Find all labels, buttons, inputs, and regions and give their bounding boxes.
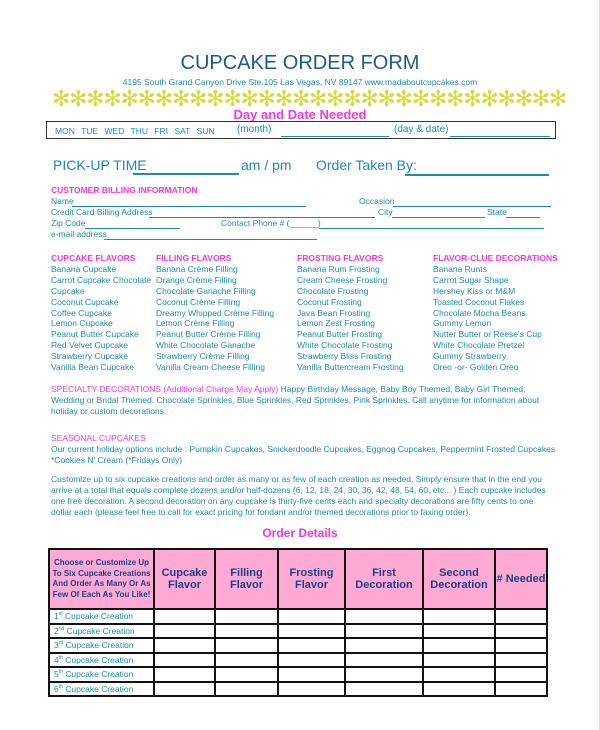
table-row bbox=[49, 667, 547, 682]
row-number: 5 bbox=[54, 669, 59, 680]
day-mon[interactable]: MON bbox=[55, 126, 75, 136]
row-label bbox=[49, 682, 154, 697]
second-decoration-cell[interactable] bbox=[423, 609, 495, 624]
row-ordinal: nd bbox=[58, 625, 65, 632]
form-title: CUPCAKE ORDER FORM bbox=[180, 52, 420, 74]
first-decoration-cell[interactable] bbox=[345, 638, 423, 653]
seasonal-note: *Cookies N' Cream (*Fridays Only) bbox=[51, 455, 183, 465]
phone-field[interactable] bbox=[319, 218, 544, 229]
list-item: Nutter Butter or Reese's Cup bbox=[433, 329, 542, 340]
list-item: White Chocolate Frosting bbox=[297, 340, 393, 351]
second-decoration-cell[interactable] bbox=[423, 667, 495, 682]
day-tue[interactable]: TUE bbox=[81, 126, 99, 136]
list-item: Coconut Frosting bbox=[297, 296, 362, 307]
number-needed-cell[interactable] bbox=[495, 682, 547, 697]
day-date-label: (day & date) bbox=[394, 124, 449, 135]
list-item: Lemon Crème Filling bbox=[156, 318, 235, 329]
seasonal-text: Our current holiday options include : Pumpkin Cupcakes, Snickerdoodle Cupcakes, Eggnog Cupcakes, Peppermint Frosted Cupcakes bbox=[51, 444, 556, 454]
frosting-cell[interactable] bbox=[278, 624, 345, 639]
list-item: Peanut Butter Cupcake bbox=[51, 329, 139, 340]
zip-label: Zip Code bbox=[51, 218, 86, 228]
phone-label: Contact Phone # (______) bbox=[221, 218, 321, 228]
filling-cell[interactable] bbox=[215, 624, 278, 639]
decorations-list bbox=[433, 253, 558, 373]
list-item: Gummy Lemon bbox=[433, 318, 492, 329]
filling-cell[interactable] bbox=[215, 682, 278, 697]
row-label bbox=[49, 609, 154, 624]
name-field[interactable] bbox=[72, 196, 306, 207]
col-header-filling: Filling Flavor bbox=[215, 549, 278, 609]
specialty-text: Happy Birthday Message, Baby Boy Themed, Baby Girl Themed, Wedding or Bridal Themed, Chocolate Sprinkles, Blue Sprinkles, Red Sprinkles, Pink Sprinkles. Call anytime for information about holiday or custom decorations. bbox=[51, 384, 540, 416]
name-label: Name bbox=[51, 196, 74, 206]
city-label: City bbox=[378, 207, 393, 217]
date-box bbox=[46, 121, 556, 139]
col-header-frosting: Frosting Flavor bbox=[278, 549, 345, 609]
day-date-field[interactable] bbox=[450, 124, 550, 137]
cupcake-flavor-cell[interactable] bbox=[154, 667, 215, 682]
state-label: State bbox=[487, 207, 507, 217]
date-heading: Day and Date Needed bbox=[233, 107, 367, 122]
row-label bbox=[49, 667, 154, 682]
day-sun[interactable]: SUN bbox=[196, 126, 215, 136]
table-row bbox=[49, 638, 547, 653]
list-item: Hershey Kiss or M&M bbox=[433, 285, 516, 296]
list-item: Lemon Cupcake bbox=[51, 318, 113, 329]
table-row bbox=[49, 653, 547, 668]
number-needed-cell[interactable] bbox=[495, 638, 547, 653]
row-ordinal: st bbox=[58, 611, 63, 618]
list-item: Peanut Butter Frosting bbox=[297, 329, 383, 340]
second-decoration-cell[interactable] bbox=[423, 638, 495, 653]
zip-field[interactable] bbox=[85, 218, 180, 229]
address: 4195 South Grand Canyon Drive Ste.105 Las Vegas, NV 89147 www.madaboutcupcakes.com bbox=[122, 77, 478, 87]
first-decoration-cell[interactable] bbox=[345, 682, 423, 697]
frosting-cell[interactable] bbox=[278, 609, 345, 624]
list-item: Vanilla Cream Cheese Filling bbox=[156, 362, 265, 373]
list-item: Vanilla Bean Cupcake bbox=[51, 362, 135, 373]
table-row bbox=[49, 609, 547, 624]
row-label bbox=[49, 624, 154, 639]
col-header-number-needed: # Needed bbox=[495, 549, 547, 609]
list-item: Strawberry Bliss Frosting bbox=[297, 351, 392, 362]
list-heading: FROSTING FLAVORS bbox=[297, 253, 384, 263]
list-item: Lemon Zest Frosting bbox=[297, 318, 375, 329]
cupcake-flavor-cell[interactable] bbox=[154, 609, 215, 624]
list-item: Coffee Cupcake bbox=[51, 307, 112, 318]
filling-flavors-list bbox=[156, 253, 274, 373]
list-item: Java Bean Frosting bbox=[297, 307, 371, 318]
cupcake-flavor-cell[interactable] bbox=[154, 653, 215, 668]
row-label-text: Cupcake Creation bbox=[65, 683, 134, 694]
first-decoration-cell[interactable] bbox=[345, 609, 423, 624]
ampm-label: am / pm bbox=[241, 157, 292, 173]
cupcake-flavor-cell[interactable] bbox=[154, 624, 215, 639]
row-label bbox=[49, 638, 154, 653]
second-decoration-cell[interactable] bbox=[423, 682, 495, 697]
number-needed-cell[interactable] bbox=[495, 609, 547, 624]
day-wed[interactable]: WED bbox=[104, 126, 125, 136]
row-number: 6 bbox=[54, 683, 59, 694]
row-label bbox=[49, 653, 154, 668]
list-item: Vanilla Buttercream Frosting bbox=[297, 362, 404, 373]
cc-address-field[interactable] bbox=[149, 207, 375, 218]
frosting-cell[interactable] bbox=[278, 653, 345, 668]
list-item: Carrot Sugar Shape bbox=[433, 274, 509, 285]
row-label-text: Cupcake Creation bbox=[66, 625, 135, 636]
day-thu[interactable]: THU bbox=[130, 126, 148, 136]
order-table bbox=[48, 548, 548, 697]
list-item: Banana Rum Frosting bbox=[297, 263, 380, 274]
list-item: Carrot Cupcake Chocolate bbox=[51, 274, 152, 285]
list-item: Chocolate Frosting bbox=[297, 285, 369, 296]
list-item: Banana Cupcake bbox=[51, 263, 117, 274]
weekday-list[interactable] bbox=[55, 126, 215, 136]
table-row bbox=[49, 682, 547, 697]
order-details-heading: Order Details bbox=[262, 526, 338, 540]
cupcake-flavor-cell[interactable] bbox=[154, 638, 215, 653]
city-field[interactable] bbox=[392, 207, 485, 218]
seasonal-section bbox=[51, 433, 556, 466]
cupcake-flavors-list bbox=[51, 253, 151, 373]
second-decoration-cell[interactable] bbox=[423, 653, 495, 668]
list-item: Gummy Strawberry bbox=[433, 351, 507, 362]
asterisk-border: ✻✻✻✻✻✻✻✻✻✻✻✻✻✻✻✻✻✻✻✻✻✻✻✻✻✻✻✻✻✻ bbox=[52, 86, 567, 111]
list-item: White Chocolate Pretzel bbox=[433, 340, 525, 351]
list-item: Banana Runts bbox=[433, 263, 487, 274]
list-item: Orange Crème Filling bbox=[156, 274, 237, 285]
number-needed-cell[interactable] bbox=[495, 653, 547, 668]
second-decoration-cell[interactable] bbox=[423, 624, 495, 639]
list-item: Dreamy Whipped Crème Filling bbox=[156, 307, 275, 318]
number-needed-cell[interactable] bbox=[495, 667, 547, 682]
list-item: Cream Cheese Frosting bbox=[297, 274, 388, 285]
row-label-text: Cupcake Creation bbox=[65, 640, 134, 651]
list-item: Peanut Butter Crème Filling bbox=[156, 329, 261, 340]
list-item: Coconut Crème Filling bbox=[156, 296, 241, 307]
first-decoration-cell[interactable] bbox=[345, 667, 423, 682]
col-header-first-decoration: First Decoration bbox=[345, 549, 423, 609]
taken-by-label: Order Taken By: bbox=[316, 157, 417, 173]
frosting-cell[interactable] bbox=[278, 667, 345, 682]
filling-cell[interactable] bbox=[215, 667, 278, 682]
list-item: Strawberry Cupcake bbox=[51, 351, 129, 362]
list-item: Oreo -or- Golden Oreo bbox=[433, 362, 519, 373]
cc-address-label: Credit Card Billing Address bbox=[51, 207, 153, 217]
frosting-flavors-list bbox=[297, 253, 404, 373]
pickup-time-field[interactable] bbox=[133, 157, 239, 175]
first-decoration-cell[interactable] bbox=[345, 653, 423, 668]
cupcake-flavor-cell[interactable] bbox=[154, 682, 215, 697]
list-item: Strawberry Crème Filling bbox=[156, 351, 250, 362]
day-fri[interactable]: FRI bbox=[154, 126, 169, 136]
day-sat[interactable]: SAT bbox=[174, 126, 191, 136]
specialty-heading: SPECIALTY DECORATIONS (Additional Charge May Apply) bbox=[51, 384, 279, 394]
list-item: White Chocolate Ganache bbox=[156, 340, 256, 351]
table-row bbox=[49, 624, 547, 639]
billing-heading: CUSTOMER BILLING INFORMATION bbox=[51, 185, 198, 195]
occasion-field[interactable] bbox=[393, 196, 551, 207]
month-label: (month) bbox=[237, 124, 272, 135]
row-number: 4 bbox=[54, 654, 59, 665]
col-header-second-decoration: Second Decoration bbox=[423, 549, 495, 609]
list-item: Toasted Coconut Flakes bbox=[433, 296, 525, 307]
occasion-label: Occasion bbox=[359, 196, 395, 206]
filling-cell[interactable] bbox=[215, 638, 278, 653]
taken-by-field[interactable] bbox=[405, 157, 549, 176]
frosting-cell[interactable] bbox=[278, 638, 345, 653]
list-item: Red Velvet Cupcake bbox=[51, 340, 129, 351]
month-field[interactable] bbox=[281, 124, 389, 137]
customize-text: Customize up to six cupcake creations and order as many or as few of each creation as needed. Simply ensure that in the end you arrive at a total that equals complete dozens and/or half-dozens (6, 12, 18, 24, 30, 36, 42, 48, 54, 60, etc... ) Each cupcake includes one free decoration. A second decoration on any cupcake is thirty-five cents each and specialty decorations are fifty cents to one dollar each (please feel free to call for exact pricing for fondant and/or themed decorations prior to faxing order). bbox=[51, 474, 546, 517]
row-label-text: Cupcake Creation bbox=[65, 611, 134, 622]
frosting-cell[interactable] bbox=[278, 682, 345, 697]
first-decoration-cell[interactable] bbox=[345, 624, 423, 639]
col-header-cupcake-flavor: Cupcake Flavor bbox=[154, 549, 215, 609]
row-ordinal: th bbox=[58, 654, 63, 661]
row-ordinal: th bbox=[58, 669, 63, 676]
row-label-text: Cupcake Creation bbox=[65, 654, 134, 665]
list-item: Banana Crème Filling bbox=[156, 263, 238, 274]
list-heading: FILLING FLAVORS bbox=[156, 253, 232, 263]
filling-cell[interactable] bbox=[215, 609, 278, 624]
seasonal-heading: SEASONAL CUPCAKES bbox=[51, 433, 146, 443]
number-needed-cell[interactable] bbox=[495, 624, 547, 639]
row-number: 2 bbox=[54, 625, 59, 636]
list-item: Cupcake bbox=[51, 285, 85, 296]
list-item: Coconut Cupcake bbox=[51, 296, 119, 307]
row-label-text: Cupcake Creation bbox=[65, 669, 134, 680]
row-number: 1 bbox=[54, 611, 59, 622]
list-item: Chocolate Mocha Beans bbox=[433, 307, 526, 318]
pickup-label: PICK-UP TIME bbox=[53, 157, 147, 173]
list-item: Chocolate Ganache Filling bbox=[156, 285, 256, 296]
row-ordinal: rd bbox=[58, 640, 64, 647]
email-label: e-mail address bbox=[51, 229, 107, 239]
state-field[interactable] bbox=[506, 207, 540, 218]
specialty-decorations bbox=[51, 384, 556, 417]
row-number: 3 bbox=[54, 640, 59, 651]
row-ordinal: th bbox=[58, 683, 63, 690]
list-heading: FLAVOR-CLUE DECORATIONS bbox=[433, 253, 558, 263]
filling-cell[interactable] bbox=[215, 653, 278, 668]
col-header-creation: Choose or Customize Up To Six Cupcake Creations And Order As Many Or As Few Of Each As You Like! bbox=[49, 549, 154, 609]
list-heading: CUPCAKE FLAVORS bbox=[51, 253, 136, 263]
email-field[interactable] bbox=[104, 229, 317, 240]
